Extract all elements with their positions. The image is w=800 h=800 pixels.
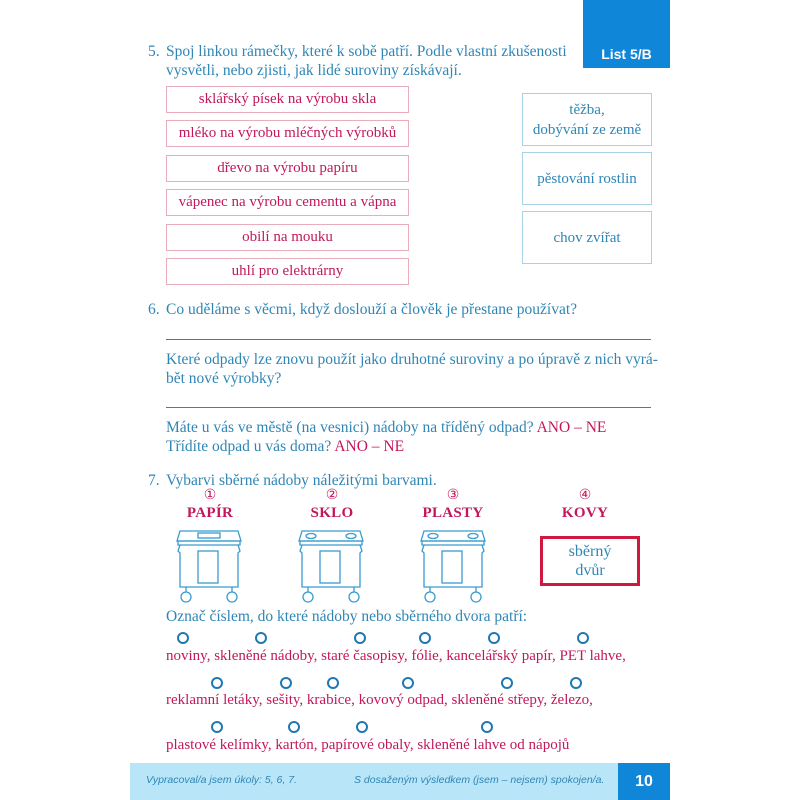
survey1-text: Máte u vás ve městě (na vesnici) nádoby na tříděný odpad? [166, 419, 534, 436]
answer-circle[interactable] [577, 632, 589, 644]
task5-number: 5. [148, 43, 160, 60]
material-box-6[interactable]: uhlí pro elektrárny [166, 258, 409, 285]
material-box-1[interactable]: sklářský písek na výrobu skla [166, 86, 409, 113]
method-box-growing[interactable] [522, 152, 652, 205]
completed-tasks-text: Vypracoval/a jsem úkoly: 5, 6, 7. [146, 774, 297, 786]
sheet-tab [583, 0, 670, 68]
material-box-5[interactable]: obilí na mouku [166, 224, 409, 251]
task6-question: Co uděláme s věcmi, když doslouží a člověk je přestane používat? [166, 301, 578, 318]
survey2-answer[interactable]: ANO – NE [334, 438, 405, 455]
answer-line-2[interactable] [166, 407, 651, 408]
survey2-text: Třídíte odpad u vás doma? [166, 438, 332, 455]
bin-label-paper: PAPÍR [186, 505, 234, 521]
glass-bin-icon[interactable] [296, 527, 366, 605]
method-box-breeding-label: chov zvířat [553, 229, 621, 246]
method-box-mining-line2: dobývání ze země [532, 121, 642, 138]
collection-yard-box[interactable] [540, 536, 640, 586]
answer-circle[interactable] [354, 632, 366, 644]
method-box-growing-label: pěstování rostlin [537, 170, 637, 187]
bin-header-metal [525, 488, 645, 522]
answer-circle[interactable] [288, 721, 300, 733]
answer-circle[interactable] [419, 632, 431, 644]
method-box-breeding[interactable] [522, 211, 652, 264]
collection-yard-line2: dvůr [575, 562, 605, 579]
page-number: 10 [618, 763, 670, 800]
task7-instruction: Vybarvi sběrné nádoby náležitými barvami. [166, 472, 437, 489]
task6-number: 6. [148, 301, 160, 318]
answer-circle[interactable] [280, 677, 292, 689]
task6-subquestion [166, 350, 658, 388]
collection-yard-line1: sběrný [568, 543, 612, 560]
answer-line-1[interactable] [166, 339, 651, 340]
task5-heading [148, 42, 567, 80]
bin-mark-2: ② [325, 488, 339, 503]
answer-circle[interactable] [255, 632, 267, 644]
bin-label-glass: SKLO [310, 505, 354, 521]
survey1-answer[interactable]: ANO – NE [536, 419, 607, 436]
answer-circle[interactable] [570, 677, 582, 689]
method-box-mining[interactable] [522, 93, 652, 146]
material-box-2[interactable]: mléko na výrobu mléčných výrobků [166, 120, 409, 147]
task6-heading [148, 300, 577, 319]
bin-header-glass [272, 488, 392, 522]
sort-instruction: Označ číslem, do které nádoby nebo sběrného dvora patří: [166, 608, 528, 625]
answer-circle[interactable] [481, 721, 493, 733]
task7-number: 7. [148, 472, 160, 489]
bin-mark-4: ④ [578, 488, 592, 503]
task6-subquestion-line1: Které odpady lze znovu použít jako druhotné suroviny a po úpravě z nich vyrá- [166, 351, 658, 368]
answer-circle[interactable] [488, 632, 500, 644]
answer-circle[interactable] [501, 677, 513, 689]
answer-circle[interactable] [327, 677, 339, 689]
task5-text-line2: vysvětli, nebo zjisti, jak lidé suroviny získávají. [166, 62, 462, 79]
answer-circle[interactable] [402, 677, 414, 689]
task5-text-line1: Spoj linkou rámečky, které k sobě patří. Podle vlastní zkušenosti [166, 43, 567, 60]
item-row-3: plastové kelímky, kartón, papírové obaly, skleněné lahve od nápojů [166, 737, 570, 753]
method-box-mining-line1: těžba, [569, 101, 605, 118]
plastic-bin-icon[interactable] [418, 527, 488, 605]
bin-header-paper [150, 488, 270, 522]
bin-mark-3: ③ [446, 488, 460, 503]
item-row-1: noviny, skleněné nádoby, staré časopisy, fólie, kancelářský papír, PET lahve, [166, 648, 626, 664]
answer-circle[interactable] [211, 721, 223, 733]
task6-survey [166, 418, 606, 456]
sheet-tab-label: List 5/B [601, 46, 652, 62]
answer-circle[interactable] [211, 677, 223, 689]
answer-circle[interactable] [177, 632, 189, 644]
item-row-2: reklamní letáky, sešity, krabice, kovový odpad, skleněné střepy, železo, [166, 692, 593, 708]
paper-bin-icon[interactable] [174, 527, 244, 605]
task6-subquestion-line2: bět nové výrobky? [166, 370, 282, 387]
material-box-3[interactable]: dřevo na výrobu papíru [166, 155, 409, 182]
footer-bar [130, 763, 670, 800]
bin-mark-1: ① [203, 488, 217, 503]
answer-circle[interactable] [356, 721, 368, 733]
bin-label-plastic: PLASTY [422, 505, 484, 521]
bin-label-metal: KOVY [561, 505, 609, 521]
material-box-4[interactable]: vápenec na výrobu cementu a vápna [166, 189, 409, 216]
satisfaction-text: S dosaženým výsledkem (jsem – nejsem) spokojen/a. [354, 774, 605, 786]
bin-header-plastic [393, 488, 513, 522]
